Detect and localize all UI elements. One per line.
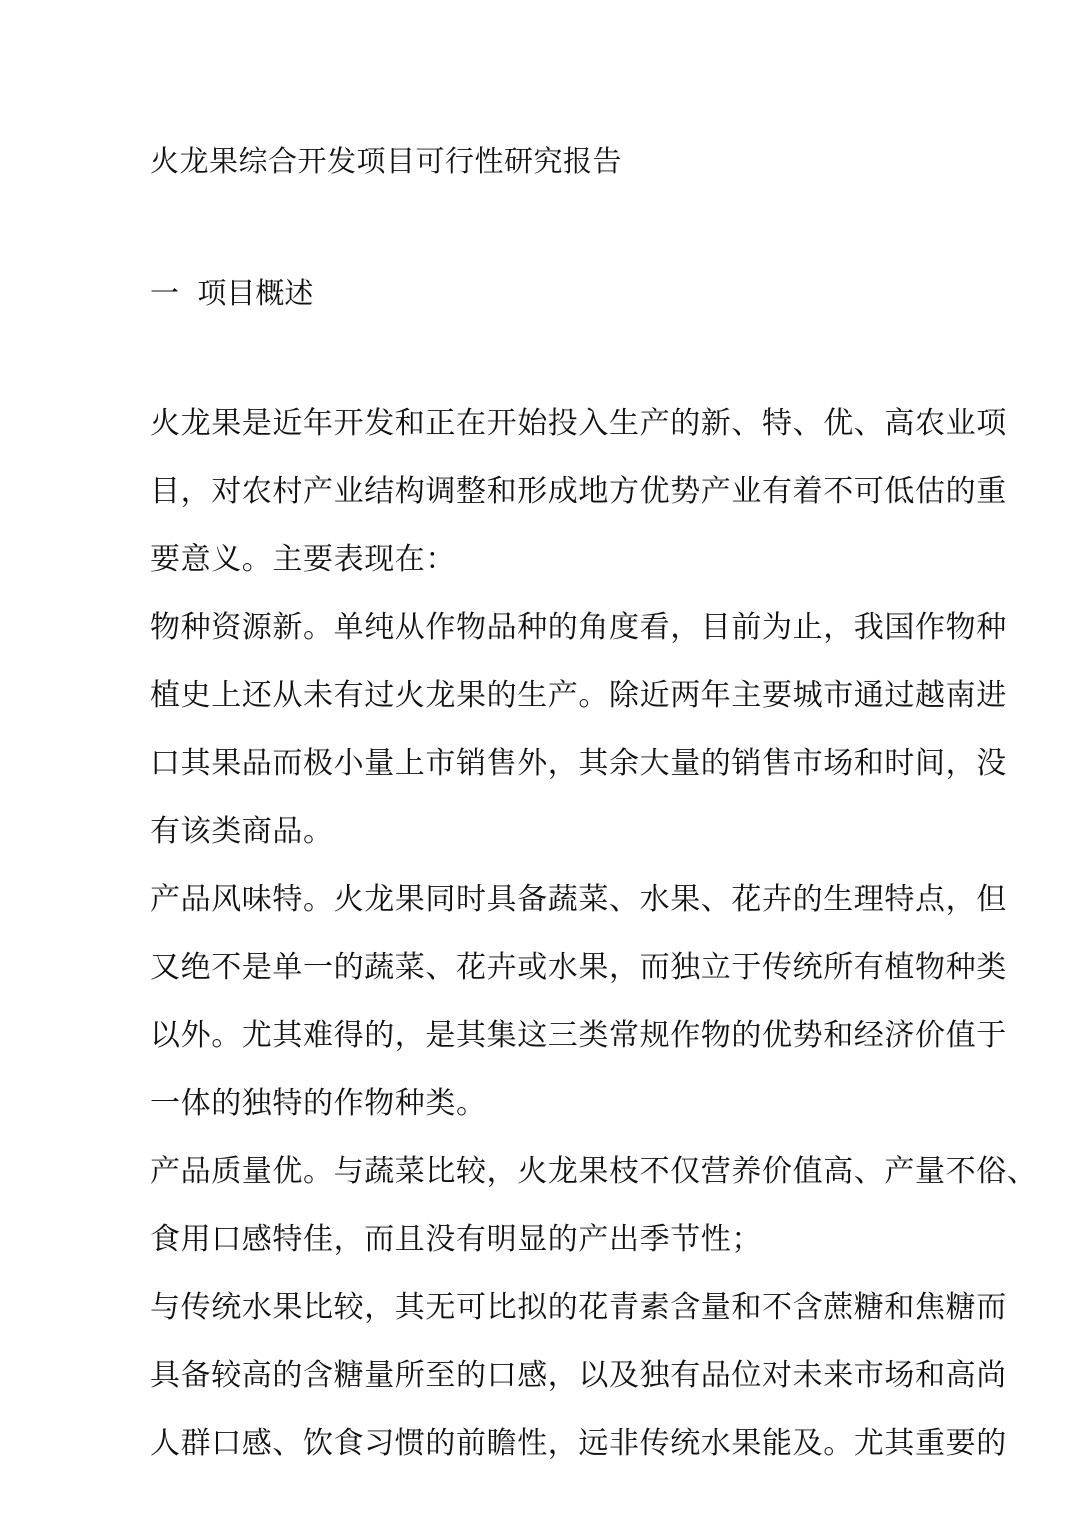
text-line: 目，对农村产业结构调整和形成地方优势产业有着不可低估的重 [150, 474, 1007, 509]
body-text [150, 397, 1038, 1485]
text-line: 植史上还从未有过火龙果的生产。除近两年主要城市通过越南进 [150, 678, 1007, 713]
text-line: 口其果品而极小量上市销售外，其余大量的销售市场和时间，没 [150, 746, 1007, 781]
document-title: 火龙果综合开发项目可行性研究报告 [150, 144, 623, 178]
text-line: 一体的独特的作物种类。 [150, 1086, 487, 1121]
text-line: 物种资源新。单纯从作物品种的角度看，目前为止，我国作物种 [150, 610, 1007, 645]
text-line: 火龙果是近年开发和正在开始投入生产的新、特、优、高农业项 [150, 406, 1007, 441]
text-line: 产品质量优。与蔬菜比较，火龙果枝不仅营养价值高、产量不俗、 [150, 1154, 1038, 1189]
text-line: 食用口感特佳，而且没有明显的产出季节性； [150, 1222, 762, 1257]
text-line: 要意义。主要表现在： [150, 542, 456, 577]
text-line: 以外。尤其难得的，是其集这三类常规作物的优势和经济价值于 [150, 1018, 1007, 1053]
text-line: 具备较高的含糖量所至的口感，以及独有品位对未来市场和高尚 [150, 1358, 1007, 1393]
section-heading: 一 项目概述 [150, 276, 314, 310]
text-line: 人群口感、饮食习惯的前瞻性，远非传统水果能及。尤其重要的 [150, 1426, 1007, 1461]
text-line: 有该类商品。 [150, 814, 334, 849]
text-line: 产品风味特。火龙果同时具备蔬菜、水果、花卉的生理特点，但 [150, 882, 1007, 917]
text-line: 又绝不是单一的蔬菜、花卉或水果，而独立于传统所有植物种类 [150, 950, 1007, 985]
text-line: 与传统水果比较，其无可比拟的花青素含量和不含蔗糖和焦糖而 [150, 1290, 1007, 1325]
